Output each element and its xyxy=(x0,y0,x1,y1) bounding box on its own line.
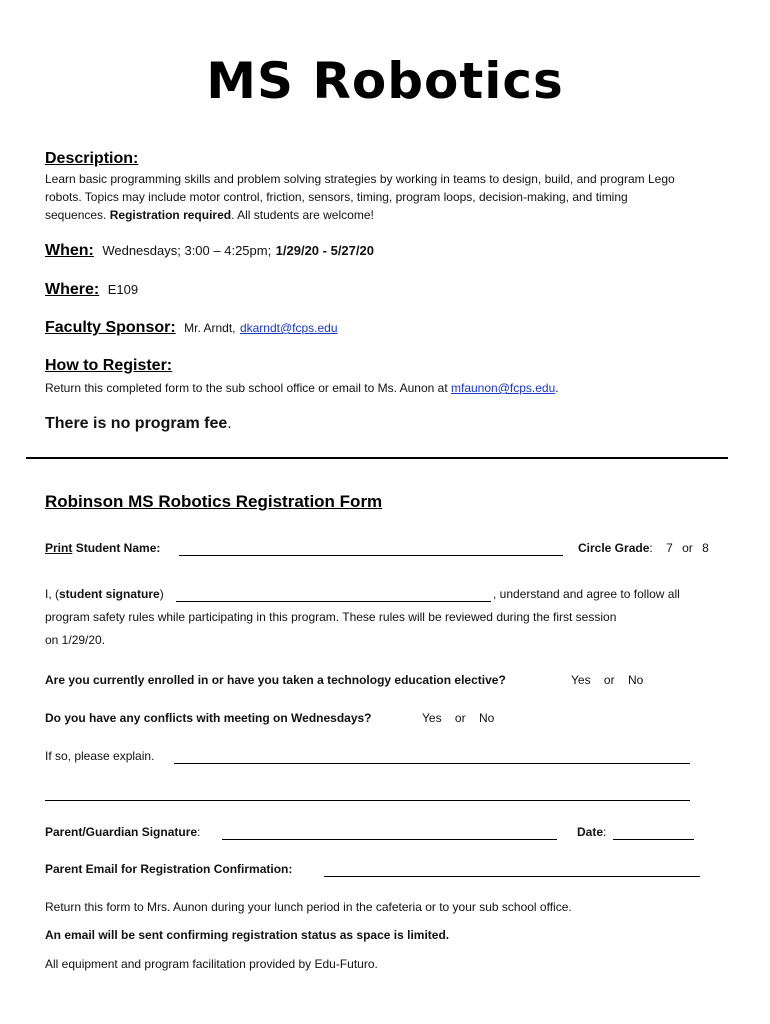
circle-grade-label: Circle Grade xyxy=(578,541,650,555)
sig-after: , understand and agree to follow all xyxy=(493,587,680,601)
equipment-note: All equipment and program facilitation provided by Edu-Futuro. xyxy=(45,957,378,971)
q2-no-option[interactable]: No xyxy=(478,711,495,725)
description-line-2: robots. Topics may include motor control, friction, sensors, timing, program loops, decision-making, and timing xyxy=(45,190,628,204)
where-label: Where: xyxy=(45,281,100,298)
parent-signature-row xyxy=(45,825,200,839)
student-signature-field[interactable] xyxy=(176,587,491,602)
description-heading: Description: xyxy=(45,150,139,167)
where-row xyxy=(45,281,138,299)
question-tech-elective: Are you currently enrolled in or have you taken a technology education elective? xyxy=(45,673,506,687)
student-signature-label: student signature xyxy=(59,587,160,601)
when-label: When: xyxy=(45,242,94,259)
description-line-3-post: . All students are welcome! xyxy=(231,208,374,222)
q1-options xyxy=(571,673,643,687)
date-row xyxy=(577,825,606,839)
fee-end: . xyxy=(227,415,232,432)
where-text: E109 xyxy=(107,282,139,297)
when-row xyxy=(45,242,374,260)
return-instructions: Return this form to Mrs. Aunon during your lunch period in the cafeteria or to your sub school office. xyxy=(45,900,572,914)
parent-email-field[interactable] xyxy=(324,862,700,877)
q1-or: or xyxy=(603,673,615,687)
print-label: Print xyxy=(45,541,73,555)
q1-yes-option[interactable]: Yes xyxy=(571,673,591,687)
when-text: Wednesdays; 3:00 – 4:25pm; xyxy=(102,243,272,258)
date-colon: : xyxy=(603,825,607,839)
circle-grade-row xyxy=(578,541,709,555)
sponsor-row xyxy=(45,319,338,337)
description-line-3 xyxy=(45,206,374,224)
student-name-row xyxy=(45,541,160,555)
student-name-field[interactable] xyxy=(179,541,563,556)
parent-email-label: Parent Email for Registration Confirmation: xyxy=(45,862,293,876)
register-end: . xyxy=(555,381,559,395)
grade-or: or xyxy=(682,541,693,555)
sig-line-3: on 1/29/20. xyxy=(45,633,106,647)
description-line-3-pre: sequences. xyxy=(45,208,107,222)
grade-7-option[interactable]: 7 xyxy=(666,541,673,555)
q2-yes-option[interactable]: Yes xyxy=(422,711,442,725)
parent-signature-label: Parent/Guardian Signature xyxy=(45,825,198,839)
question-wednesday-conflict: Do you have any conflicts with meeting on Wednesdays? xyxy=(45,711,372,725)
form-title: Robinson MS Robotics Registration Form xyxy=(45,492,383,511)
q2-or: or xyxy=(454,711,466,725)
explain-field-line-2[interactable] xyxy=(45,786,690,801)
q1-no-option[interactable]: No xyxy=(627,673,644,687)
date-label: Date xyxy=(577,825,604,839)
explain-field-line-1[interactable] xyxy=(174,749,690,764)
sponsor-label: Faculty Sponsor: xyxy=(45,319,176,336)
register-email-link[interactable]: mfaunon@fcps.edu xyxy=(451,381,556,395)
parent-signature-field[interactable] xyxy=(222,825,557,840)
registration-required: Registration required xyxy=(109,208,232,222)
grade-8-option[interactable]: 8 xyxy=(702,541,709,555)
email-confirmation-note: An email will be sent confirming registration status as space is limited. xyxy=(45,928,450,942)
fee-text: There is no program fee xyxy=(45,415,228,432)
parent-signature-colon: : xyxy=(197,825,201,839)
sponsor-name: Mr. Arndt, xyxy=(184,321,236,335)
sig-i: I, ( xyxy=(45,587,59,601)
page-title: MS Robotics xyxy=(206,52,564,110)
student-name-label: Student Name: xyxy=(75,541,161,555)
description-line-1: Learn basic programming skills and problem solving strategies by working in teams to design, build, and program Lego xyxy=(45,172,675,186)
fee-row xyxy=(45,415,232,433)
register-heading: How to Register: xyxy=(45,357,173,374)
date-field[interactable] xyxy=(613,825,694,840)
sig-line-2: program safety rules while participating in this program. These rules will be reviewed during the first session xyxy=(45,610,617,624)
sig-close: ) xyxy=(159,587,164,601)
register-row xyxy=(45,381,559,395)
explain-label: If so, please explain. xyxy=(45,749,155,763)
q2-options xyxy=(422,711,494,725)
section-divider xyxy=(26,457,728,459)
student-signature-row xyxy=(45,587,164,601)
sponsor-email-link[interactable]: dkarndt@fcps.edu xyxy=(239,321,338,335)
circle-grade-colon: : xyxy=(649,541,653,555)
when-dates: 1/29/20 - 5/27/20 xyxy=(275,243,374,258)
register-text: Return this completed form to the sub school office or email to Ms. Aunon at xyxy=(45,381,448,395)
